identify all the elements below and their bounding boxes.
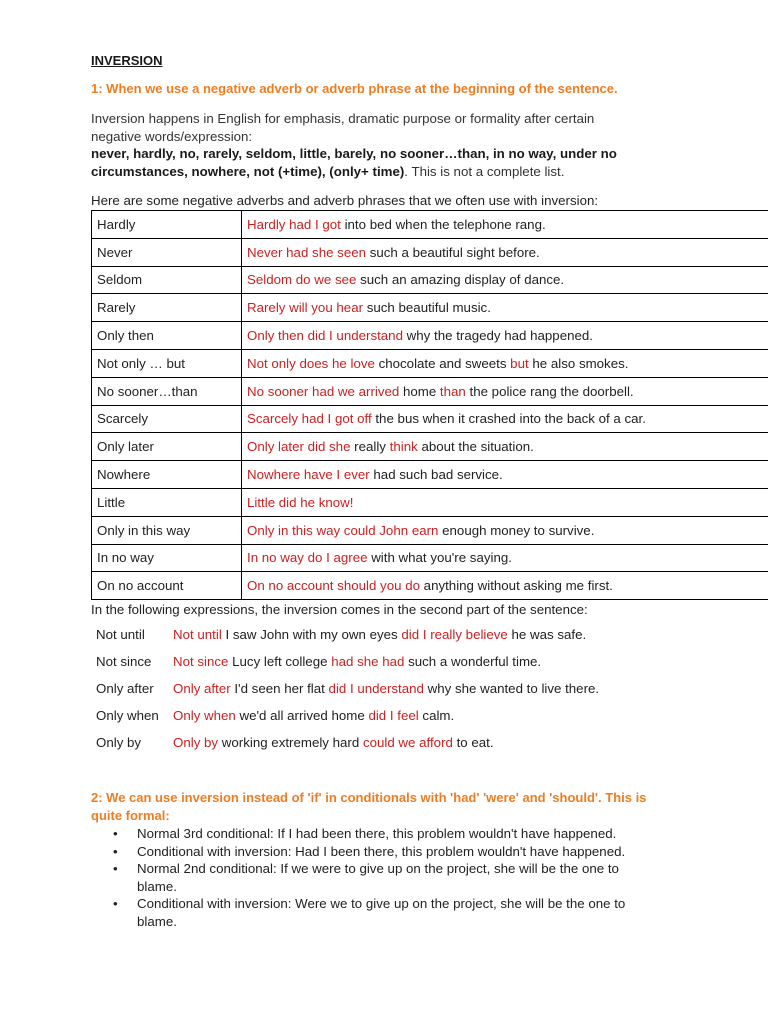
expression-row (91, 675, 768, 702)
example-cell (242, 433, 768, 461)
sentence-text: we'd all arrived home (235, 708, 369, 724)
example-cell (242, 238, 768, 266)
inverted-phrase: Not until (173, 627, 222, 643)
second-caption: In the following expressions, the inversion comes in the second part of the sentence: (91, 602, 588, 618)
conditional-list-3rd (91, 825, 768, 860)
adverb-cell: Nowhere (92, 461, 242, 489)
list-item-text: Conditional with inversion: Were we to give up on the project, she will be the one to (137, 896, 626, 912)
sentence-text: he also smokes. (528, 355, 629, 371)
negative-words-line: never, hardly, no, rarely, seldom, little, barely, no sooner…than, in no way, under no (91, 146, 617, 161)
inverted-phrase: think (389, 439, 418, 455)
adverb-cell: Hardly (92, 211, 242, 239)
inverted-phrase: Nowhere have I ever (247, 467, 370, 483)
inverted-phrase: Not since (173, 654, 229, 670)
adverb-cell: On no account (92, 572, 242, 600)
table-row (92, 405, 768, 433)
expression-example (173, 708, 454, 723)
sentence-text: such a wonderful time. (404, 654, 542, 670)
expression-example (173, 654, 541, 669)
table-caption: Here are some negative adverbs and adverb phrases that we often use with inversion: (91, 193, 599, 208)
inverted-phrase: but (510, 355, 529, 371)
table-row (92, 294, 768, 322)
adverb-cell: Little (92, 488, 242, 516)
example-cell (242, 544, 768, 572)
inverted-phrase: Rarely will you hear (247, 300, 364, 316)
table-row (92, 377, 768, 405)
expression-example (173, 627, 586, 642)
sentence-text: enough money to survive. (438, 522, 595, 538)
expression-label: Only when (96, 708, 159, 724)
inverted-phrase: Only when (173, 708, 236, 724)
sentence-text: the police rang the doorbell. (465, 383, 634, 399)
list-item (91, 860, 768, 895)
adverb-cell: Only later (92, 433, 242, 461)
expression-example (173, 735, 494, 750)
sentence-text: about the situation. (417, 439, 534, 455)
sentence-text: really (350, 439, 390, 455)
list-item (91, 895, 768, 930)
table-row (92, 322, 768, 350)
expression-row (91, 729, 768, 756)
sentence-text: why she wanted to live there. (423, 681, 600, 697)
sentence-text: why the tragedy had happened. (402, 328, 593, 344)
adverb-cell: Only then (92, 322, 242, 350)
example-cell (242, 266, 768, 294)
bullet-icon: • (113, 826, 118, 842)
conditional-list-2nd (91, 860, 768, 930)
inverted-phrase: did I feel (368, 708, 419, 724)
inverted-phrase: No sooner had we arrived (247, 383, 400, 399)
example-cell (242, 488, 768, 516)
sentence-text: he was safe. (507, 627, 587, 643)
intro-paragraph (91, 110, 768, 180)
sentence-text: Lucy left college (228, 654, 332, 670)
section-2-heading (91, 789, 768, 825)
expression-example (173, 681, 599, 696)
table-row (92, 488, 768, 516)
negative-words-line: circumstances, nowhere, not (+time), (only+ time) (91, 163, 405, 179)
inverted-phrase: could we afford (362, 735, 453, 751)
table-row (92, 433, 768, 461)
bullet-icon: • (113, 896, 118, 912)
sentence-text: the bus when it crashed into the back of a car. (371, 411, 646, 427)
table-row (92, 349, 768, 377)
intro-line: Inversion happens in English for emphasis, dramatic purpose or formality after certain (91, 111, 595, 126)
expression-row (91, 621, 768, 648)
section-2-heading-line: 2: We can use inversion instead of 'if' in conditionals with 'had' 'were' and 'should'. This is (91, 790, 647, 806)
inverted-phrase: had she had (331, 654, 405, 670)
example-cell (242, 405, 768, 433)
inverted-phrase: Only then did I understand (247, 328, 403, 344)
table-row (92, 211, 768, 239)
document-page (91, 52, 768, 930)
adverb-cell: Seldom (92, 266, 242, 294)
inverted-phrase: Never had she seen (247, 244, 367, 260)
list-item-text: blame. (137, 913, 177, 929)
expression-label: Only by (96, 735, 142, 751)
inverted-phrase: Seldom do we see (247, 272, 357, 288)
inverted-phrase: Little did he know! (247, 494, 354, 510)
adverb-cell: Never (92, 238, 242, 266)
page-title: INVERSION (91, 53, 163, 68)
inverted-phrase: In no way do I agree (247, 550, 368, 566)
table-row (92, 461, 768, 489)
bullet-icon: • (113, 843, 118, 859)
expression-label: Not since (96, 654, 152, 670)
example-cell (242, 377, 768, 405)
adverb-cell: Only in this way (92, 516, 242, 544)
inverted-phrase: did I really believe (401, 627, 508, 643)
list-item-text: Conditional with inversion: Had I been there, this problem wouldn't have happened. (137, 843, 626, 859)
example-cell (242, 516, 768, 544)
example-cell (242, 294, 768, 322)
sentence-text: I'd seen her flat (230, 681, 329, 697)
sentence-text: had such bad service. (369, 467, 503, 483)
section-1-heading: 1: When we use a negative adverb or adverb phrase at the beginning of the sentence. (91, 81, 618, 96)
section-2-heading-line: quite formal: (91, 808, 170, 824)
inverted-phrase: Only after (173, 681, 231, 697)
inverted-phrase: Scarcely had I got off (247, 411, 372, 427)
inverted-phrase: Hardly had I got (247, 216, 341, 232)
sentence-text: chocolate and sweets (374, 355, 511, 371)
table-row (92, 266, 768, 294)
inverted-phrase: did I understand (328, 681, 424, 697)
table-row (92, 238, 768, 266)
bullet-icon: • (113, 861, 118, 877)
table-row (92, 516, 768, 544)
inverted-phrase: Only by (173, 735, 219, 751)
inverted-phrase: On no account should you do (247, 578, 420, 594)
expression-label: Not until (96, 627, 145, 643)
intro-tail: . This is not a complete list. (404, 163, 565, 179)
sentence-text: such a beautiful sight before. (366, 244, 540, 260)
sentence-text: anything without asking me first. (419, 578, 613, 594)
expression-row (91, 702, 768, 729)
adverb-cell: Rarely (92, 294, 242, 322)
inversion-table (91, 210, 768, 600)
intro-line: negative words/expression: (91, 128, 253, 144)
table-row (92, 544, 768, 572)
sentence-text: such beautiful music. (363, 300, 491, 316)
sentence-text: calm. (418, 708, 455, 724)
inverted-phrase: Only in this way could John earn (247, 522, 439, 538)
example-cell (242, 572, 768, 600)
adverb-cell: Not only … but (92, 349, 242, 377)
expression-list (91, 621, 768, 756)
list-item-text: blame. (137, 878, 177, 894)
sentence-text: I saw John with my own eyes (221, 627, 402, 643)
example-cell (242, 349, 768, 377)
list-item (91, 825, 768, 843)
sentence-text: home (399, 383, 440, 399)
expression-row (91, 648, 768, 675)
inverted-phrase: Only later did she (247, 439, 351, 455)
list-item-text: Normal 2nd conditional: If we were to give up on the project, she will be the one to (137, 861, 619, 877)
adverb-cell: No sooner…than (92, 377, 242, 405)
adverb-cell: In no way (92, 544, 242, 572)
table-row (92, 572, 768, 600)
example-cell (242, 322, 768, 350)
sentence-text: to eat. (452, 735, 494, 751)
example-cell (242, 461, 768, 489)
sentence-text: working extremely hard (218, 735, 363, 751)
sentence-text: such an amazing display of dance. (356, 272, 565, 288)
inverted-phrase: Not only does he love (247, 355, 375, 371)
list-item-text: Normal 3rd conditional: If I had been there, this problem wouldn't have happened. (137, 826, 617, 842)
inverted-phrase: than (439, 383, 466, 399)
sentence-text: into bed when the telephone rang. (340, 216, 546, 232)
adverb-cell: Scarcely (92, 405, 242, 433)
list-item (91, 843, 768, 861)
example-cell (242, 211, 768, 239)
sentence-text: with what you're saying. (367, 550, 512, 566)
expression-label: Only after (96, 681, 154, 697)
